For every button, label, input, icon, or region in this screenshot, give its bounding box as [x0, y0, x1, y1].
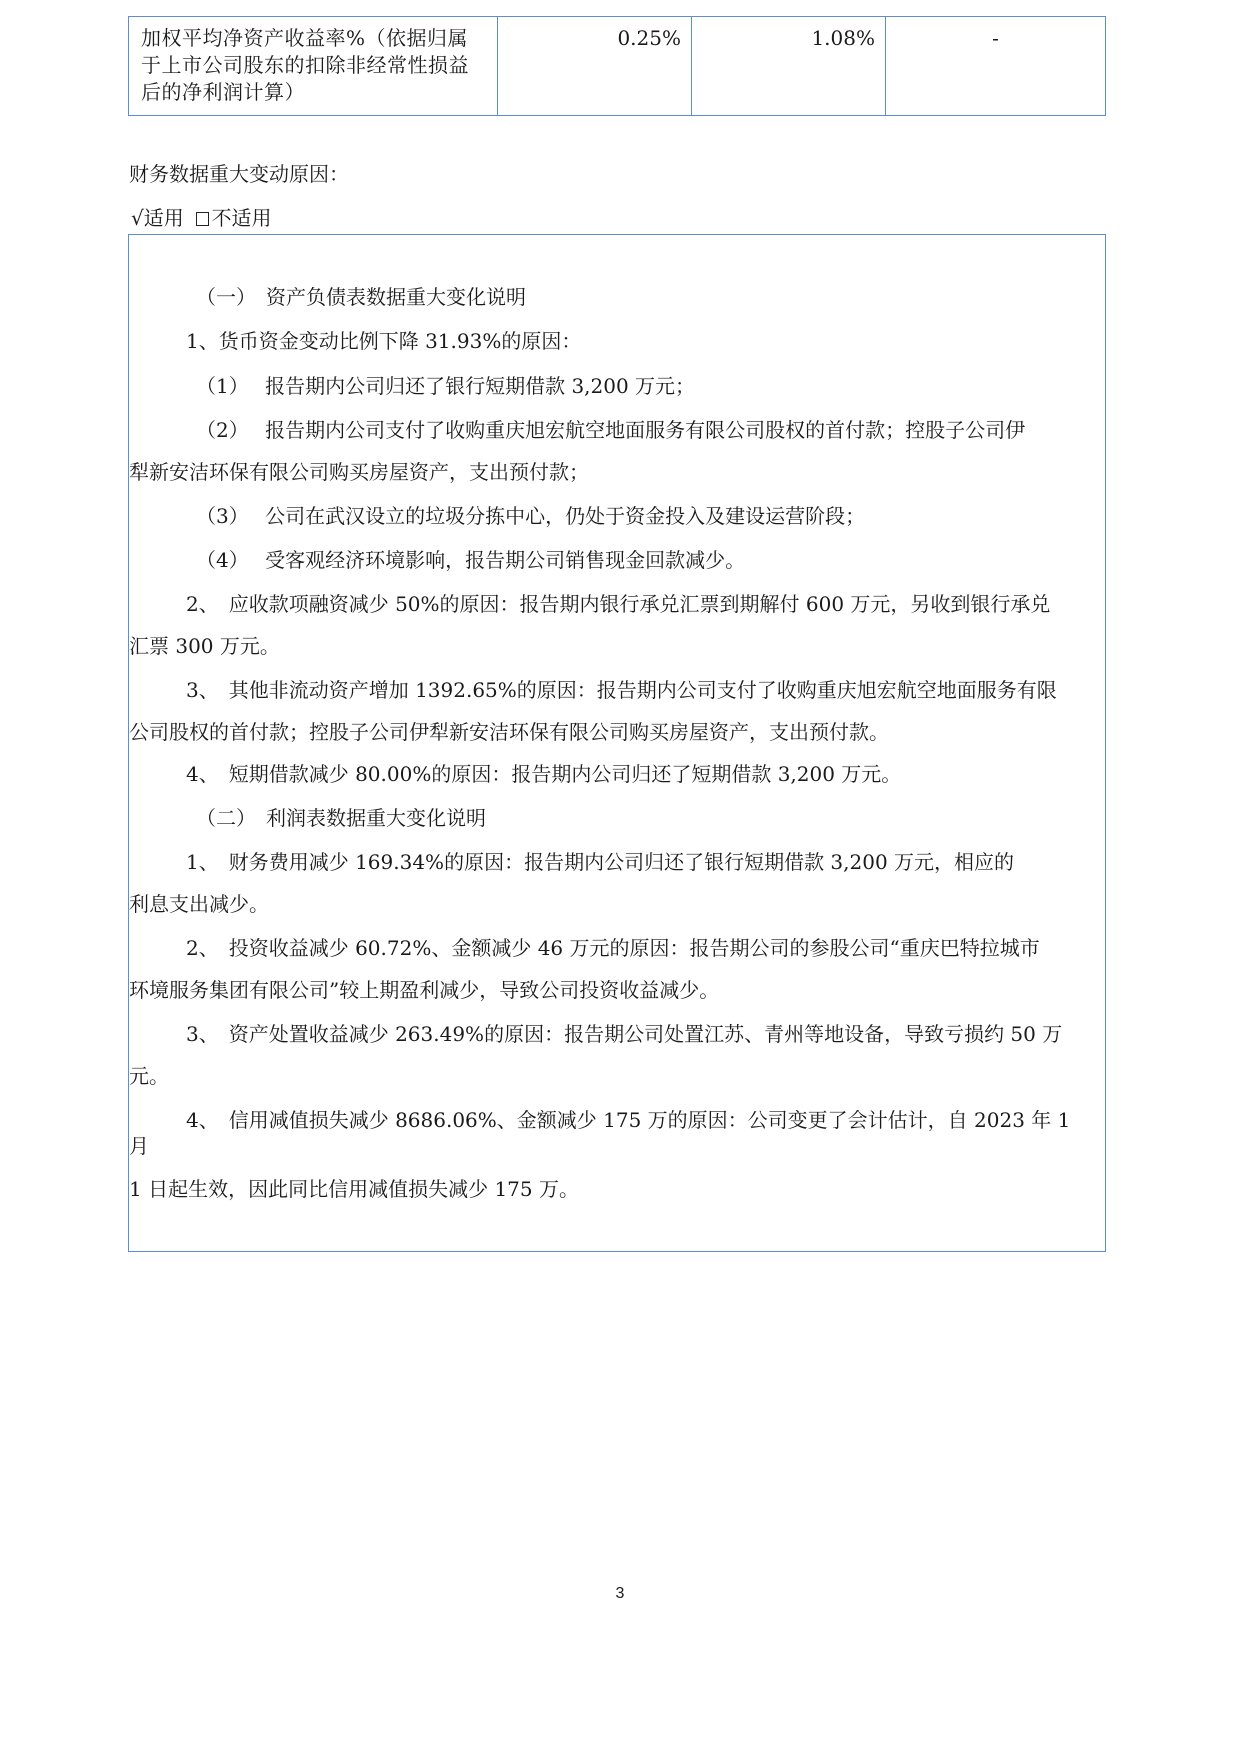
explanation-item-continued: 环境服务集团有限公司”较上期盈利减少，导致公司投资收益减少。: [129, 978, 720, 1002]
metric-label-cell: [129, 17, 498, 116]
income-statement-heading: （二） 利润表数据重大变化说明: [196, 806, 486, 830]
balance-sheet-heading: （一） 资产负债表数据重大变化说明: [196, 285, 526, 309]
prior-period-value: 1.08%: [692, 17, 886, 116]
change-value: -: [886, 17, 1106, 116]
metric-label-line: 后的净利润计算）: [141, 80, 305, 104]
table-row: [129, 17, 1106, 116]
explanation-item: 2、 投资收益减少 60.72%、金额减少 46 万元的原因：报告期公司的参股公司“重庆巴特拉城市: [186, 936, 1040, 960]
explanation-item-continued: 汇票 300 万元。: [129, 634, 280, 658]
applicable-label: 适用: [143, 206, 184, 230]
current-period-value: 0.25%: [498, 17, 692, 116]
applicability-options: [131, 204, 271, 232]
not-applicable-label: 不适用: [211, 206, 272, 230]
metric-label-line: 于上市公司股东的扣除非经常性损益: [141, 53, 469, 77]
explanation-item-continued: 公司股权的首付款；控股子公司伊犁新安洁环保有限公司购买房屋资产，支出预付款。: [129, 720, 889, 744]
explanation-item: 2、 应收款项融资减少 50%的原因：报告期内银行承兑汇票到期解付 600 万元，另收到银行承兑: [186, 592, 1051, 616]
explanation-item: 1、货币资金变动比例下降 31.93%的原因：: [186, 329, 582, 353]
explanation-subitem-continued: 犁新安洁环保有限公司购买房屋资产，支出预付款；: [129, 460, 589, 484]
explanation-item: 1、 财务费用减少 169.34%的原因：报告期内公司归还了银行短期借款 3,200 万元，相应的: [186, 850, 1015, 874]
explanation-item: 3、 资产处置收益减少 263.49%的原因：报告期公司处置江苏、青州等地设备，导致亏损约 50 万: [186, 1022, 1063, 1046]
explanation-item-continued: 月: [129, 1134, 149, 1158]
explanation-item: 4、 信用减值损失减少 8686.06%、金额减少 175 万的原因：公司变更了会计估计，自 2023 年 1: [186, 1108, 1071, 1132]
metric-label-line: 加权平均净资产收益率%（依据归属: [141, 26, 469, 50]
section-title: 财务数据重大变动原因：: [129, 162, 349, 186]
metrics-table: [128, 16, 1106, 116]
explanation-item-continued: 元。: [129, 1064, 169, 1088]
empty-checkbox-icon: [196, 212, 209, 226]
check-mark-icon: √: [131, 206, 144, 230]
explanation-item-continued: 1 日起生效，因此同比信用减值损失减少 175 万。: [129, 1177, 579, 1201]
explanation-item: 3、 其他非流动资产增加 1392.65%的原因：报告期内公司支付了收购重庆旭宏航空地面服务有限: [186, 678, 1057, 702]
explanation-subitem: （2） 报告期内公司支付了收购重庆旭宏航空地面服务有限公司股权的首付款；控股子公司伊: [196, 418, 1026, 442]
page-number: 3: [615, 1585, 625, 1602]
explanation-item-continued: 利息支出减少。: [129, 892, 269, 916]
explanation-subitem: （3） 公司在武汉设立的垃圾分拣中心，仍处于资金投入及建设运营阶段；: [196, 504, 866, 528]
explanation-subitem: （1） 报告期内公司归还了银行短期借款 3,200 万元；: [196, 374, 696, 398]
explanation-subitem: （4） 受客观经济环境影响，报告期公司销售现金回款减少。: [196, 548, 746, 572]
explanation-item: 4、 短期借款减少 80.00%的原因：报告期内公司归还了短期借款 3,200 万元。: [186, 762, 902, 786]
